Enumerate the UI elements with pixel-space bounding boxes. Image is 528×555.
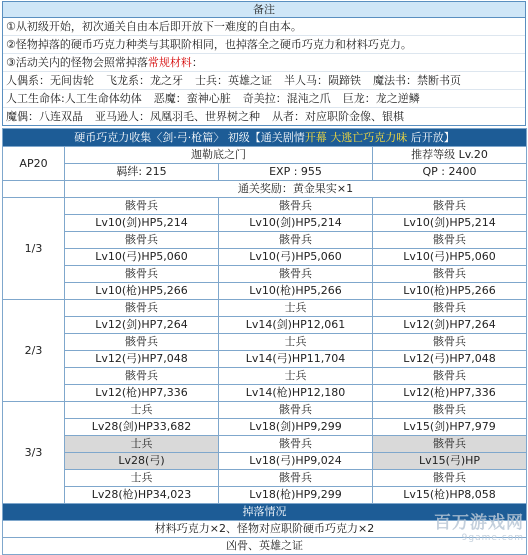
enemy-stat-row (3, 487, 527, 504)
quest-header-row (3, 129, 527, 147)
enemy-stat-row (3, 453, 527, 470)
empty-cell (3, 181, 65, 198)
quest-header-mid: 大逃亡巧克力味 (326, 131, 408, 144)
enemy-stats: Lv18(弓)HP9,024 (219, 453, 373, 470)
site-watermark (434, 508, 524, 543)
enemy-stats: Lv12(剑)HP7,264 (65, 317, 219, 334)
enemy-stats: Lv10(枪)HP5,266 (373, 283, 527, 300)
quest-header (3, 129, 527, 147)
enemy-stats: Lv15(弓)HP (373, 453, 527, 470)
enemy-stats: Lv14(剑)HP12,061 (219, 317, 373, 334)
enemy-name: 士兵 (219, 368, 373, 385)
enemy-name: 骸骨兵 (65, 300, 219, 317)
enemy-stats: Lv10(弓)HP5,060 (219, 249, 373, 266)
enemy-name-row (3, 300, 527, 317)
enemy-stat-row (3, 419, 527, 436)
enemy-name: 士兵 (65, 402, 219, 419)
material-entry: 从者：对应职阶金像、银棋 (272, 110, 404, 123)
enemy-stats: Lv28(弓) (65, 453, 219, 470)
enemy-stats: Lv18(枪)HP9,299 (219, 487, 373, 504)
enemy-name: 骸骨兵 (373, 436, 527, 453)
enemy-stats: Lv12(弓)HP7,048 (65, 351, 219, 368)
enemy-stats: Lv12(枪)HP7,336 (65, 385, 219, 402)
enemy-name: 骸骨兵 (373, 470, 527, 487)
qp-value: QP : 2400 (373, 164, 527, 181)
enemy-name-row (3, 470, 527, 487)
enemy-stats: Lv14(枪)HP12,180 (219, 385, 373, 402)
enemy-name: 士兵 (65, 436, 219, 453)
enemy-name: 骸骨兵 (65, 198, 219, 215)
enemy-stats: Lv14(弓)HP11,704 (219, 351, 373, 368)
notes-title: 备注 (3, 2, 525, 18)
enemy-name-row (3, 436, 527, 453)
enemy-stat-row (3, 249, 527, 266)
enemy-stats: Lv28(剑)HP33,682 (65, 419, 219, 436)
quest-info-row-2 (3, 164, 527, 181)
enemy-stats: Lv10(剑)HP5,214 (65, 215, 219, 232)
material-entry: 恶魔：蛮神心脏 (153, 92, 231, 105)
notes-line-3-suffix: ： (191, 56, 203, 69)
enemy-stats: Lv10(剑)HP5,214 (219, 215, 373, 232)
notes-line-4 (3, 72, 525, 90)
enemy-name: 骸骨兵 (219, 198, 373, 215)
wave-label: 2/3 (3, 300, 65, 402)
clear-reward-row (3, 181, 527, 198)
wave-label: 3/3 (3, 402, 65, 504)
enemy-name: 骸骨兵 (373, 402, 527, 419)
enemy-name: 骸骨兵 (373, 198, 527, 215)
clear-reward: 通关奖励：黄金果实×1 (65, 181, 527, 198)
material-entry: 亚马逊人：凤凰羽毛、世界树之种 (95, 110, 260, 123)
watermark-domain: 9game.com (461, 533, 524, 543)
material-entry: 魔法书：禁断书页 (373, 74, 461, 87)
enemy-stats: Lv12(弓)HP7,048 (373, 351, 527, 368)
material-entry: 人偶系：无间齿轮 (6, 74, 94, 87)
notes-line-5 (3, 90, 525, 108)
enemy-stat-row (3, 317, 527, 334)
enemy-name: 骸骨兵 (65, 368, 219, 385)
enemy-name-row (3, 198, 527, 215)
quest-header-suffix: 后开放】 (407, 131, 455, 144)
wave-label: 1/3 (3, 198, 65, 300)
notes-line-6 (3, 108, 525, 125)
material-entry: 巨龙：龙之逆鳞 (342, 92, 420, 105)
enemy-name: 骸骨兵 (219, 436, 373, 453)
enemy-stats: Lv10(枪)HP5,266 (219, 283, 373, 300)
quest-table (2, 128, 527, 555)
enemy-stats: Lv10(剑)HP5,214 (373, 215, 527, 232)
material-entry: 奇美拉：混沌之爪 (242, 92, 331, 105)
enemy-stat-row (3, 385, 527, 402)
material-entry: 半人马：陨蹄铁 (284, 74, 361, 87)
enemy-stats: Lv12(剑)HP7,264 (373, 317, 527, 334)
exp-value: EXP : 955 (219, 164, 373, 181)
enemy-stats: Lv10(枪)HP5,266 (65, 283, 219, 300)
enemy-name: 骸骨兵 (373, 232, 527, 249)
watermark-text: 百万游戏网 (434, 513, 524, 533)
quest-location: 迦勒底之门 (65, 147, 373, 164)
quest-header-prefix: 硬币巧克力收集〈剑·弓·枪篇〉 初级【通关剧情 (74, 131, 305, 144)
enemy-name: 士兵 (65, 470, 219, 487)
enemy-name-row (3, 368, 527, 385)
material-entry: 魔偶：八连双晶 (6, 110, 83, 123)
enemy-stats: Lv10(弓)HP5,060 (65, 249, 219, 266)
enemy-stat-row (3, 283, 527, 300)
notes-line-3-highlight: 常规材料 (147, 56, 192, 69)
enemy-stats: Lv18(剑)HP9,299 (219, 419, 373, 436)
enemy-name: 士兵 (219, 300, 373, 317)
enemy-stat-row (3, 215, 527, 232)
enemy-name-row (3, 334, 527, 351)
enemy-name: 骸骨兵 (219, 232, 373, 249)
notes-line-3-prefix: ③活动关内的怪物会照常掉落 (6, 56, 148, 69)
enemy-name: 骸骨兵 (373, 300, 527, 317)
enemy-name-row (3, 266, 527, 283)
enemy-name: 骸骨兵 (65, 266, 219, 283)
notes-line-2: ②怪物掉落的硬币巧克力种类与其职阶相同，也掉落全之硬币巧克力和材料巧克力。 (3, 36, 525, 54)
enemy-stats: Lv28(枪)HP34,023 (65, 487, 219, 504)
material-entry: 飞龙系：龙之牙 (106, 74, 183, 87)
enemy-name: 骸骨兵 (373, 266, 527, 283)
quest-header-open: 开幕 (304, 131, 327, 144)
material-entry: 人工生命体:人工生命体幼体 (6, 92, 142, 105)
enemy-name-row (3, 232, 527, 249)
enemy-stats: Lv15(剑)HP7,979 (373, 419, 527, 436)
drops-line-1: 材料巧克力×2、怪物对应职阶硬币巧克力×2 (3, 521, 527, 538)
material-entry: 士兵：英雄之证 (195, 74, 272, 87)
enemy-name: 骸骨兵 (219, 266, 373, 283)
enemy-stats: Lv10(弓)HP5,060 (373, 249, 527, 266)
recommended-level: 推荐等级 Lv.20 (373, 147, 527, 164)
notes-line-1: ①从初级开始，初次通关自由本后即开放下一难度的自由本。 (3, 18, 525, 36)
ap-cost: AP20 (3, 147, 65, 181)
enemy-stats: Lv15(枪)HP8,058 (373, 487, 527, 504)
quest-info-row-1 (3, 147, 527, 164)
enemy-name: 骸骨兵 (65, 334, 219, 351)
notes-box (2, 1, 526, 126)
enemy-name: 骸骨兵 (373, 368, 527, 385)
enemy-stat-row (3, 351, 527, 368)
drops-line-2: 凶骨、英雄之证 (3, 538, 527, 555)
enemy-name: 士兵 (219, 334, 373, 351)
enemy-name: 骸骨兵 (65, 232, 219, 249)
enemy-name-row (3, 402, 527, 419)
enemy-stats: Lv12(枪)HP7,336 (373, 385, 527, 402)
enemy-name: 骸骨兵 (219, 402, 373, 419)
bond-value: 羁绊: 215 (65, 164, 219, 181)
enemy-name: 骸骨兵 (219, 470, 373, 487)
notes-line-3 (3, 54, 525, 72)
drops-title: 掉落情况 (3, 504, 527, 521)
enemy-name: 骸骨兵 (373, 334, 527, 351)
